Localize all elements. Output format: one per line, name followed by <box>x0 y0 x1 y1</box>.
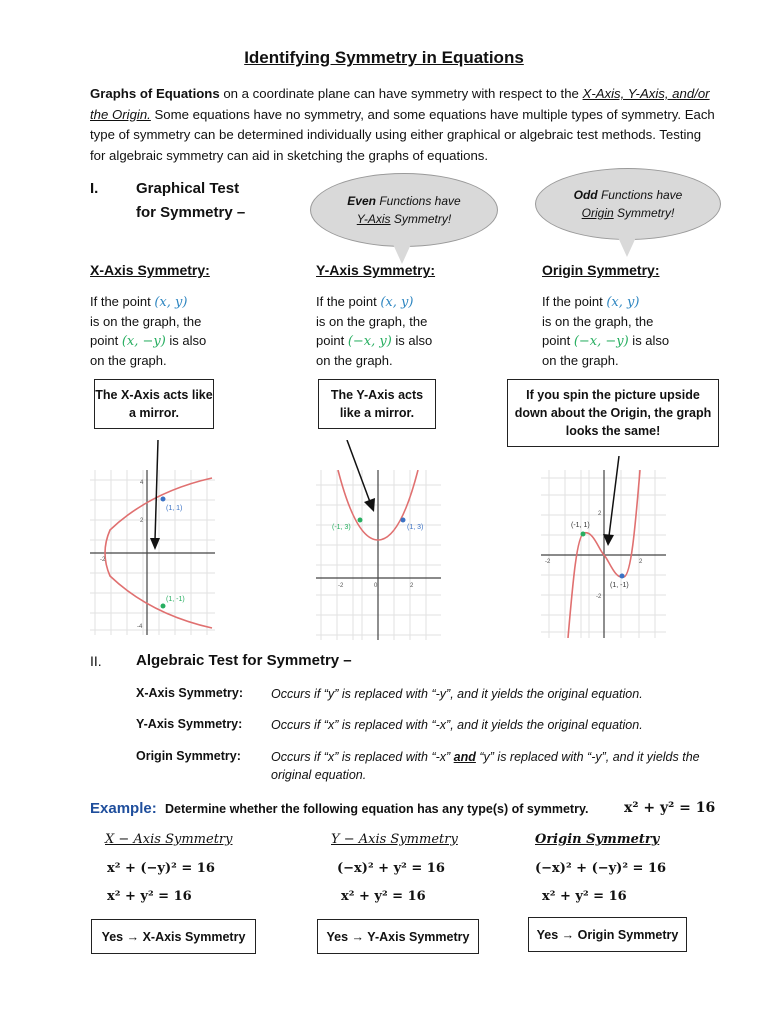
alg-y-label: Y-Axis Symmetry: <box>136 717 243 731</box>
graph3-blue-point <box>620 574 625 579</box>
origin-l1a: If the point <box>542 294 607 309</box>
y-axis-l1a: If the point <box>316 294 381 309</box>
y-axis-l3b: is also <box>391 333 433 348</box>
x-axis-l3b: is also <box>165 333 207 348</box>
example-equation: x² + y² = 16 <box>624 800 716 816</box>
intro-text-1: on a coordinate plane can have symmetry with respect to the <box>219 86 583 101</box>
x-axis-l1a: If the point <box>90 294 155 309</box>
ex-x-eq2: x² + y² = 16 <box>107 889 192 904</box>
x-axis-l4: on the graph. <box>90 353 167 368</box>
example-label: Example: <box>90 800 157 817</box>
intro-paragraph <box>90 84 720 166</box>
even-bubble-tail <box>392 242 412 264</box>
ex-x-answer: Yes → X-Axis Symmetry <box>91 919 256 954</box>
graph1-tick-m4: -4 <box>137 624 143 630</box>
graph3-tick-xm2: -2 <box>545 559 551 565</box>
even-rest: Functions have <box>375 194 461 208</box>
y-axis-l3a: point <box>316 333 348 348</box>
graph3-tick-y2: 2 <box>598 511 602 517</box>
ex-y-eq2: x² + y² = 16 <box>341 889 426 904</box>
alg-origin-text-a: Occurs if “x” is replaced with “-x” <box>271 750 454 764</box>
graph2-green-label: (-1, 3) <box>332 524 351 531</box>
ex-origin-eq2: x² + y² = 16 <box>542 889 627 904</box>
graph1-tick-4: 4 <box>140 480 144 486</box>
origin-l4: on the graph. <box>542 353 619 368</box>
section1-line2: for Symmetry – <box>136 204 246 221</box>
ex-y-eq1: (−x)² + y² = 16 <box>337 861 445 876</box>
x-axis-p1: (x, y) <box>154 295 188 310</box>
y-axis-l2: is on the graph, the <box>316 314 428 329</box>
x-axis-l3a: point <box>90 333 122 348</box>
graph3-blue-label: (1, -1) <box>610 582 629 589</box>
graph1-tick-2: 2 <box>140 518 144 524</box>
odd-functions-bubble <box>535 168 721 240</box>
y-axis-l4: on the graph. <box>316 353 393 368</box>
y-axis-mirror-box: The Y-Axis acts like a mirror. <box>318 379 436 429</box>
origin-p2: (−x, −y) <box>573 334 629 349</box>
graph1-blue-label: (1, 1) <box>166 505 183 512</box>
odd-bubble-tail <box>617 235 637 257</box>
ex-x-head: X − Axis Symmetry <box>105 832 233 847</box>
x-axis-p2: (x, −y) <box>121 334 166 349</box>
section1-line1: Graphical Test <box>136 180 240 197</box>
even-word: Even <box>347 194 376 208</box>
y-axis-p1: (x, y) <box>380 295 414 310</box>
page-title: Identifying Symmetry in Equations <box>244 48 524 67</box>
even-line2-rest: Symmetry! <box>390 212 452 226</box>
y-axis-arrow <box>342 440 382 516</box>
graph2-tick-0: 0 <box>374 583 378 589</box>
odd-axis: Origin <box>581 206 614 220</box>
y-axis-symmetry-heading: Y-Axis Symmetry: <box>316 262 436 278</box>
graph3-green-point <box>581 532 586 537</box>
ex-origin-answer: Yes → Origin Symmetry <box>528 917 687 952</box>
origin-point-text <box>542 292 702 370</box>
x-axis-l2: is on the graph, the <box>90 314 202 329</box>
alg-x-text: Occurs if “y” is replaced with “-y”, and it yields the original equation. <box>271 687 643 701</box>
ex-y-head: Y − Axis Symmetry <box>331 832 458 847</box>
intro-axes: X-Axis, Y-Axis, and/or the Origin. <box>90 86 710 122</box>
x-axis-mirror-box: The X-Axis acts like a mirror. <box>94 379 214 429</box>
origin-p1: (x, y) <box>606 295 640 310</box>
origin-l3a: point <box>542 333 574 348</box>
section1-numeral: I. <box>90 180 99 197</box>
graph1-tick-m2: -2 <box>100 557 106 563</box>
alg-x-label: X-Axis Symmetry: <box>136 686 243 700</box>
ex-y-answer: Yes → Y-Axis Symmetry <box>317 919 479 954</box>
graph3-tick-x2: 2 <box>639 559 643 565</box>
intro-bold-lead: Graphs of Equations <box>90 86 220 101</box>
origin-arrow <box>601 456 623 548</box>
ex-origin-head: Origin Symmetry <box>535 832 660 847</box>
graph2-blue-point <box>401 518 406 523</box>
origin-spin-box: If you spin the picture upside down about the Origin, the graph looks the same! <box>507 379 719 447</box>
alg-origin-text <box>271 748 701 784</box>
alg-origin-and: and <box>453 750 476 764</box>
section2-numeral: II. <box>90 653 102 669</box>
graph2-green-point <box>358 518 363 523</box>
y-axis-p2: (−x, y) <box>347 334 392 349</box>
ex-origin-eq1: (−x)² + (−y)² = 16 <box>535 861 667 876</box>
even-axis: Y-Axis <box>356 212 391 226</box>
graph2-tick-m2: -2 <box>338 583 344 589</box>
alg-y-text: Occurs if “x” is replaced with “-x”, and it yields the original equation. <box>271 718 643 732</box>
ex-x-eq1: x² + (−y)² = 16 <box>107 861 215 876</box>
origin-symmetry-heading: Origin Symmetry: <box>542 262 660 278</box>
odd-word: Odd <box>573 188 598 202</box>
origin-l2: is on the graph, the <box>542 314 654 329</box>
graph1-green-label: (1, -1) <box>166 596 185 603</box>
section2-title: Algebraic Test for Symmetry – <box>136 652 352 669</box>
graph3-green-label: (-1, 1) <box>571 522 590 529</box>
x-axis-point-text <box>90 292 250 370</box>
intro-text-2: Some equations have no symmetry, and some equations have multiple types of symmetry. Each type of symmetry can be determined individually using either graphical or algebraic test methods. Testing for algebraic symmetry can aid in sketching the graphs of equations. <box>90 106 715 163</box>
x-axis-symmetry-heading: X-Axis Symmetry: <box>90 262 210 278</box>
even-functions-bubble <box>310 173 498 247</box>
graph3-tick-ym2: -2 <box>596 594 602 600</box>
graph2-blue-label: (1, 3) <box>407 524 424 531</box>
alg-origin-text-b: “y” is replaced with “-y”, and it yields the original equation. <box>271 750 700 782</box>
origin-l3b: is also <box>628 333 670 348</box>
odd-rest: Functions have <box>597 188 683 202</box>
x-axis-arrow <box>148 440 164 552</box>
graph1-green-point <box>161 604 166 609</box>
graph2-tick-2: 2 <box>410 583 414 589</box>
odd-line2-rest: Symmetry! <box>613 206 675 220</box>
y-axis-point-text <box>316 292 476 370</box>
alg-origin-label: Origin Symmetry: <box>136 749 241 763</box>
example-prompt: Determine whether the following equation has any type(s) of symmetry. <box>165 802 589 816</box>
